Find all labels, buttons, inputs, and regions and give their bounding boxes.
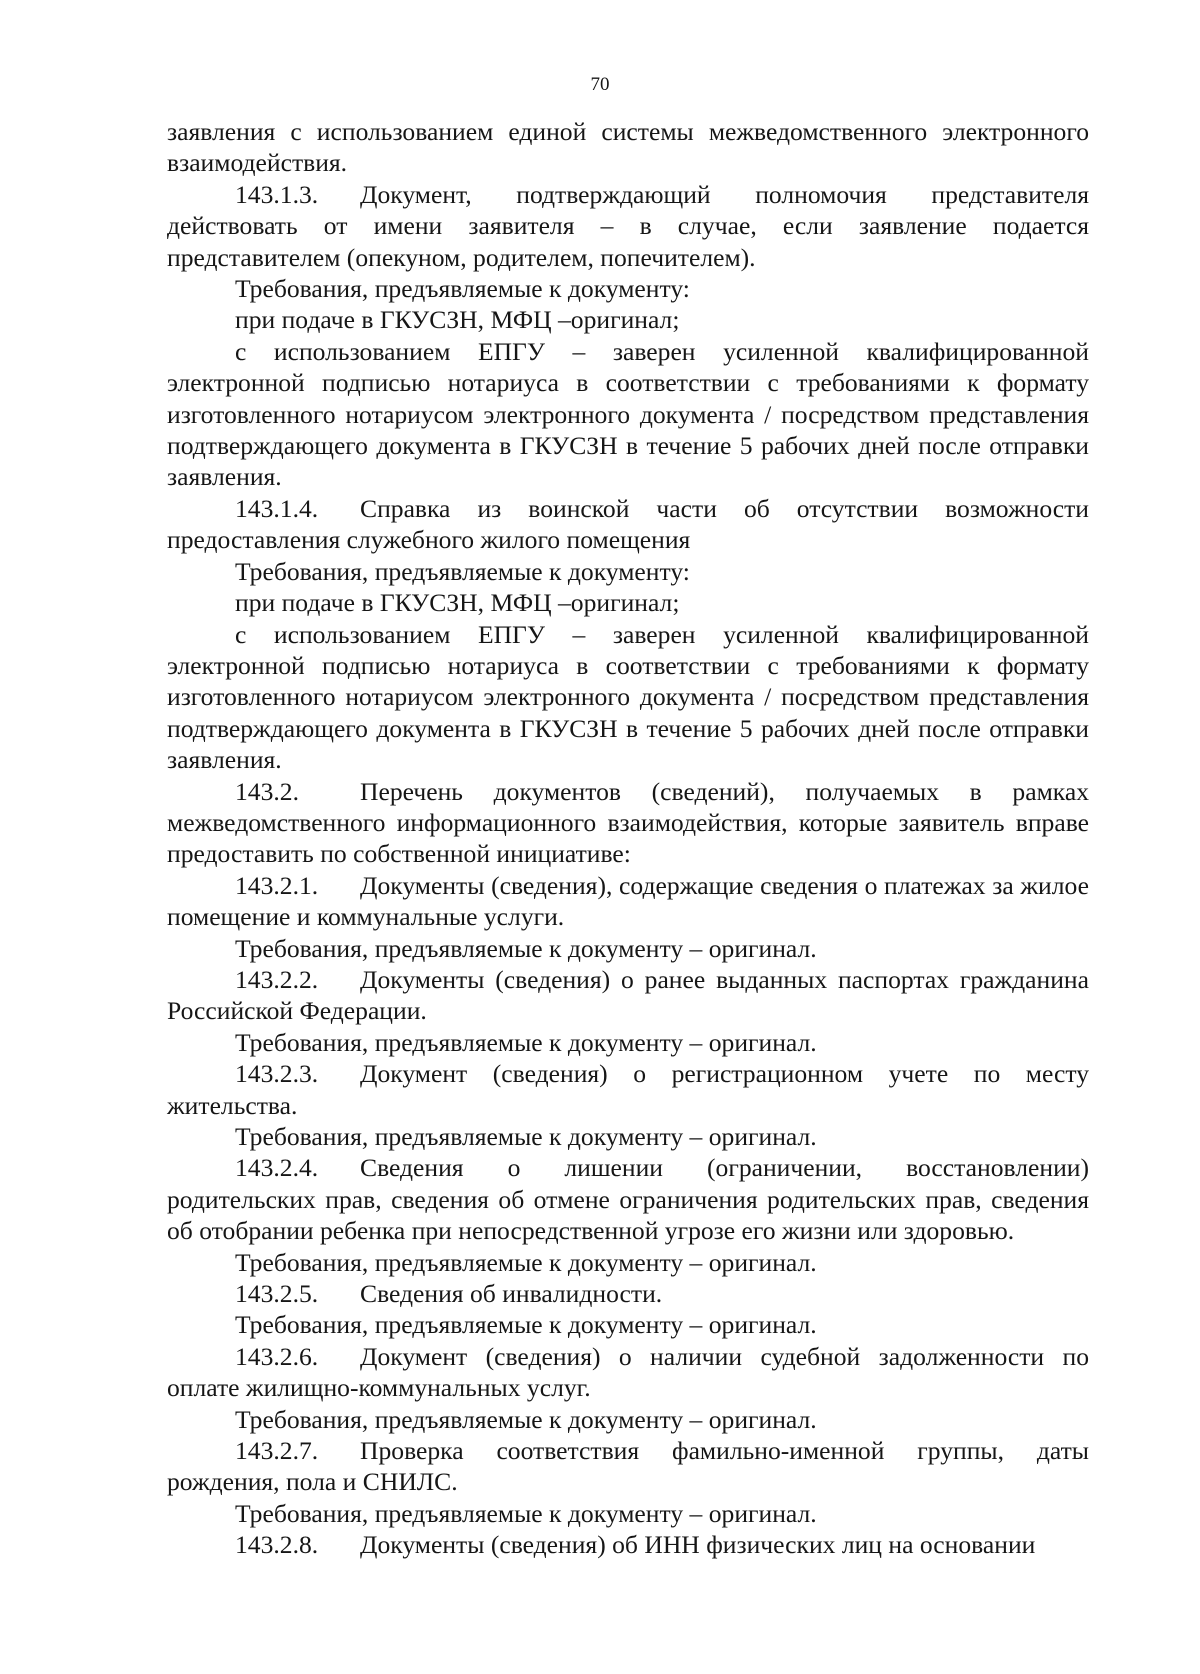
paragraph xyxy=(167,1247,1089,1278)
clause-number: 143.2.3. xyxy=(235,1059,319,1089)
paragraph-text: Документ (сведения) о регистрационном учете по месту жительства. xyxy=(167,1059,1089,1120)
clause-number: 143.2.8. xyxy=(235,1530,319,1560)
paragraph-text: Проверка соответствия фамильно-именной группы, даты рождения, пола и СНИЛС. xyxy=(167,1436,1089,1497)
paragraph-text: Требования, предъявляемые к документу – оригинал. xyxy=(235,933,817,963)
paragraph-text: Документы (сведения), содержащие сведения о платежах за жилое помещение и коммунальные услуги. xyxy=(167,870,1089,932)
numbered-paragraph xyxy=(167,179,1089,273)
paragraph-text: Требования, предъявляемые к документу – оригинал. xyxy=(235,1404,817,1434)
clause-number: 143.1.3. xyxy=(235,179,319,209)
paragraph xyxy=(167,1309,1089,1340)
clause-number: 143.2.6. xyxy=(235,1341,319,1371)
paragraph-text: Сведения об инвалидности. xyxy=(360,1279,663,1309)
paragraph-text: Справка из воинской части об отсутствии возможности предоставления служебного жилого помещения xyxy=(167,493,1089,555)
paragraph-text: Требования, предъявляемые к документу – оригинал. xyxy=(235,1310,817,1340)
paragraph xyxy=(167,1121,1089,1152)
paragraph xyxy=(167,1404,1089,1435)
clause-number: 143.2.7. xyxy=(235,1436,319,1466)
paragraph-text: Документы (сведения) о ранее выданных паспортах гражданина Российской Федерации. xyxy=(167,964,1089,1026)
numbered-paragraph xyxy=(167,1435,1089,1498)
paragraph-text: с использованием ЕПГУ – заверен усиленной квалифицированной электронной подписью нотариуса в соответствии с требованиями к формату изготовленного нотариусом электронного документа / посредством представления подтверждающего документа в ГКУСЗН в течение 5 рабочих дней после отправки заявления. xyxy=(167,336,1089,492)
paragraph-text: Требования, предъявляемые к документу – оригинал. xyxy=(235,1027,817,1057)
paragraph xyxy=(167,1027,1089,1058)
numbered-paragraph xyxy=(167,1058,1089,1121)
numbered-paragraph xyxy=(167,1341,1089,1404)
numbered-paragraph xyxy=(167,964,1089,1027)
paragraph xyxy=(167,556,1089,587)
paragraph xyxy=(167,336,1089,493)
clause-number: 143.2.5. xyxy=(235,1279,319,1309)
paragraph-text: Сведения о лишении (ограничении, восстановлении) родительских прав, сведения об отмене ограничения родительских прав, сведения об отобрании ребенка при непосредственной угрозе его жизни или здоровью. xyxy=(167,1153,1089,1246)
paragraph-text: при подаче в ГКУСЗН, МФЦ –оригинал; xyxy=(235,305,680,335)
numbered-paragraph xyxy=(167,493,1089,556)
clause-number: 143.2.2. xyxy=(235,964,319,994)
numbered-paragraph xyxy=(167,1529,1089,1560)
paragraph-text: заявления с использованием единой системы межведомственного электронного взаимодействия. xyxy=(167,117,1089,178)
paragraph xyxy=(167,619,1089,776)
clause-number: 143.1.4. xyxy=(235,493,319,523)
paragraph-text: Требования, предъявляемые к документу – оригинал. xyxy=(235,1122,817,1151)
clause-number: 143.2.4. xyxy=(235,1153,319,1183)
paragraph-text: Перечень документов (сведений), получаемых в рамках межведомственного информационного взаимодействия, которые заявитель вправе предоставить по собственной инициативе: xyxy=(167,776,1089,869)
paragraph-text: при подаче в ГКУСЗН, МФЦ –оригинал; xyxy=(235,588,680,618)
paragraph xyxy=(167,273,1089,304)
clause-number: 143.2.1. xyxy=(235,870,319,900)
paragraph xyxy=(167,933,1089,964)
paragraph-text: Требования, предъявляемые к документу: xyxy=(235,274,690,304)
paragraph xyxy=(167,1498,1089,1529)
page-number: 70 xyxy=(590,74,610,95)
numbered-paragraph xyxy=(167,1278,1089,1309)
paragraph-text: Документ (сведения) о наличии судебной задолженности по оплате жилищно-коммунальных услуг. xyxy=(167,1341,1089,1403)
paragraph-text: Требования, предъявляемые к документу: xyxy=(235,556,690,586)
paragraph-text: с использованием ЕПГУ – заверен усиленной квалифицированной электронной подписью нотариуса в соответствии с требованиями к формату изготовленного нотариусом электронного документа / посредством представления подтверждающего документа в ГКУСЗН в течение 5 рабочих дней после отправки заявления. xyxy=(167,619,1089,775)
paragraph-text: Документ, подтверждающий полномочия представителя действовать от имени заявителя – в случае, если заявление подается представителем (опекуном, родителем, попечителем). xyxy=(167,179,1089,272)
document-body xyxy=(167,116,1089,1561)
paragraph-text: Требования, предъявляемые к документу – оригинал. xyxy=(235,1247,817,1277)
numbered-paragraph xyxy=(167,870,1089,933)
paragraph-text: Требования, предъявляемые к документу – оригинал. xyxy=(235,1498,817,1528)
clause-number: 143.2. xyxy=(235,776,299,806)
paragraph xyxy=(167,116,1089,179)
numbered-paragraph xyxy=(167,1152,1089,1246)
paragraph xyxy=(167,304,1089,335)
paragraph xyxy=(167,587,1089,618)
numbered-paragraph xyxy=(167,776,1089,870)
paragraph-text: Документы (сведения) об ИНН физических лиц на основании xyxy=(360,1530,1036,1560)
